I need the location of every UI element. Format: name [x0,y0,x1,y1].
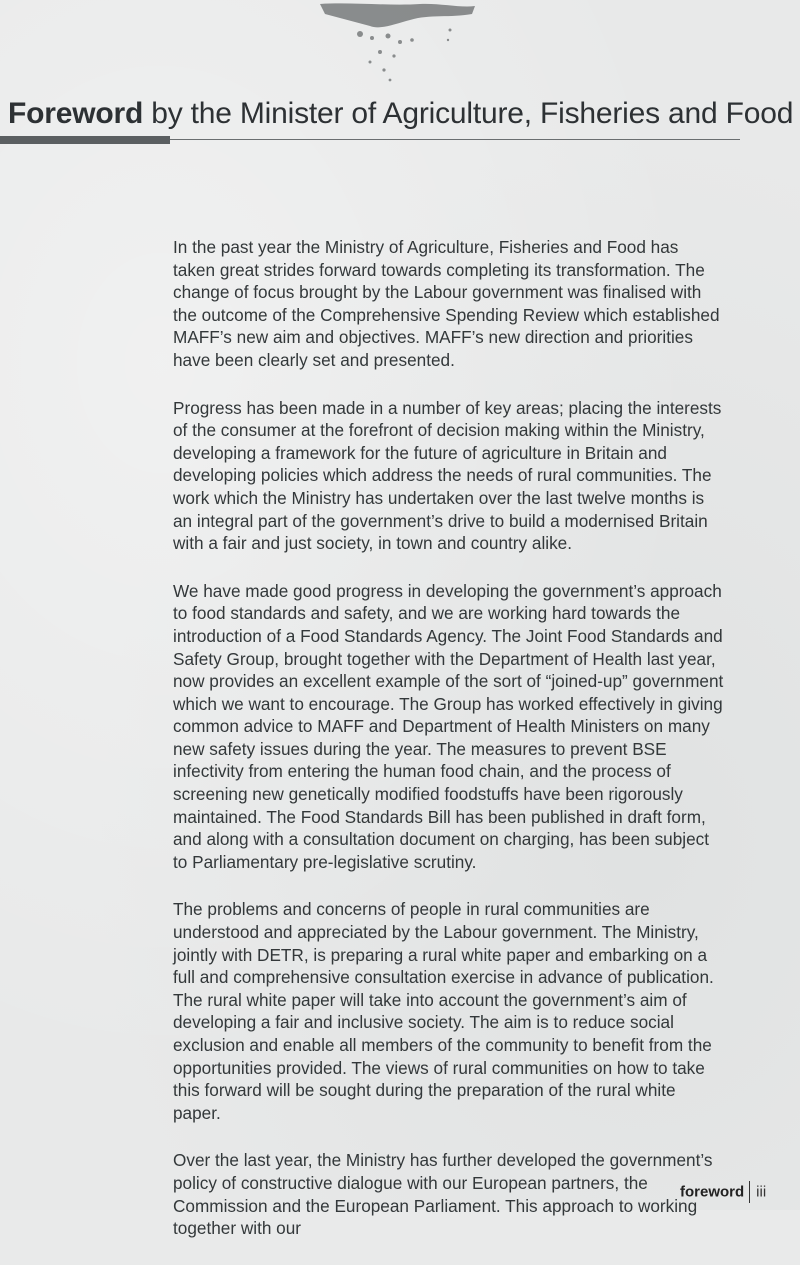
paragraph: Over the last year, the Ministry has further developed the government’s policy of constructive dialogue with our European partners, the Commission and the European Parliament. This approach to working together with our [173,1150,713,1239]
paragraph: We have made good progress in developing the government’s approach to food standards and safety, and we are working hard towards the introduction of a Food Standards Agency. The Joint Food Standards and Safety Group, brought together with the Department of Health last year, now provides an excellent example of the sort of “joined-up” government which we want to encourage. The Group has worked effectively in giving common advice to MAFF and Department of Health Ministers on many new safety issues during the year. The measures to prevent BSE infectivity from entering the human food chain, and the process of screening new genetically modified foodstuffs have been rigorously maintained. The Food Standards Bill has been published in draft form, and along with a consultation document on charging, has been subject to Parliamentary pre-legislative scrutiny. [173,580,724,872]
title-rule-thin [170,139,740,140]
page-title-rest: by the Minister of Agriculture, Fisheries and Food [143,97,794,130]
page-footer [680,1181,766,1207]
page-number: iii [756,1183,767,1201]
page-title-bold: Foreword [8,97,144,130]
foreword-body [173,236,725,1265]
footer-section-label: foreword [680,1183,745,1201]
page-title [8,96,793,132]
footer-divider [749,1181,750,1203]
title-rule [0,136,740,144]
paragraph: Progress has been made in a number of key areas; placing the interests of the consumer at the forefront of decision making within the Ministry, developing a framework for the future of agriculture in Britain and developing policies which address the needs of rural communities. The work which the Ministry has undertaken over the last twelve months is an integral part of the government’s drive to build a modernised Britain with a fair and just society, in town and country alike. [173,397,722,554]
decorative-ink-smudge [300,0,490,110]
paragraph: In the past year the Ministry of Agriculture, Fisheries and Food has taken great strides forward towards completing its transformation. The change of focus brought by the Labour government was finalised with the outcome of the Comprehensive Spending Review which established MAFF’s new aim and objectives. MAFF’s new direction and priorities have been clearly set and presented. [173,237,720,370]
title-rule-thick [0,136,170,144]
paragraph: The problems and concerns of people in rural communities are understood and appreciated by the Labour government. The Ministry, jointly with DETR, is preparing a rural white paper and embarking on a full and comprehensive consultation exercise in advance of publication. The rural white paper will take into account the government’s aim of developing a fair and inclusive society. The aim is to reduce social exclusion and enable all members of the community to benefit from the opportunities provided. The views of rural communities on how to take this forward will be sought during the preparation of the rural white paper. [173,899,714,1123]
